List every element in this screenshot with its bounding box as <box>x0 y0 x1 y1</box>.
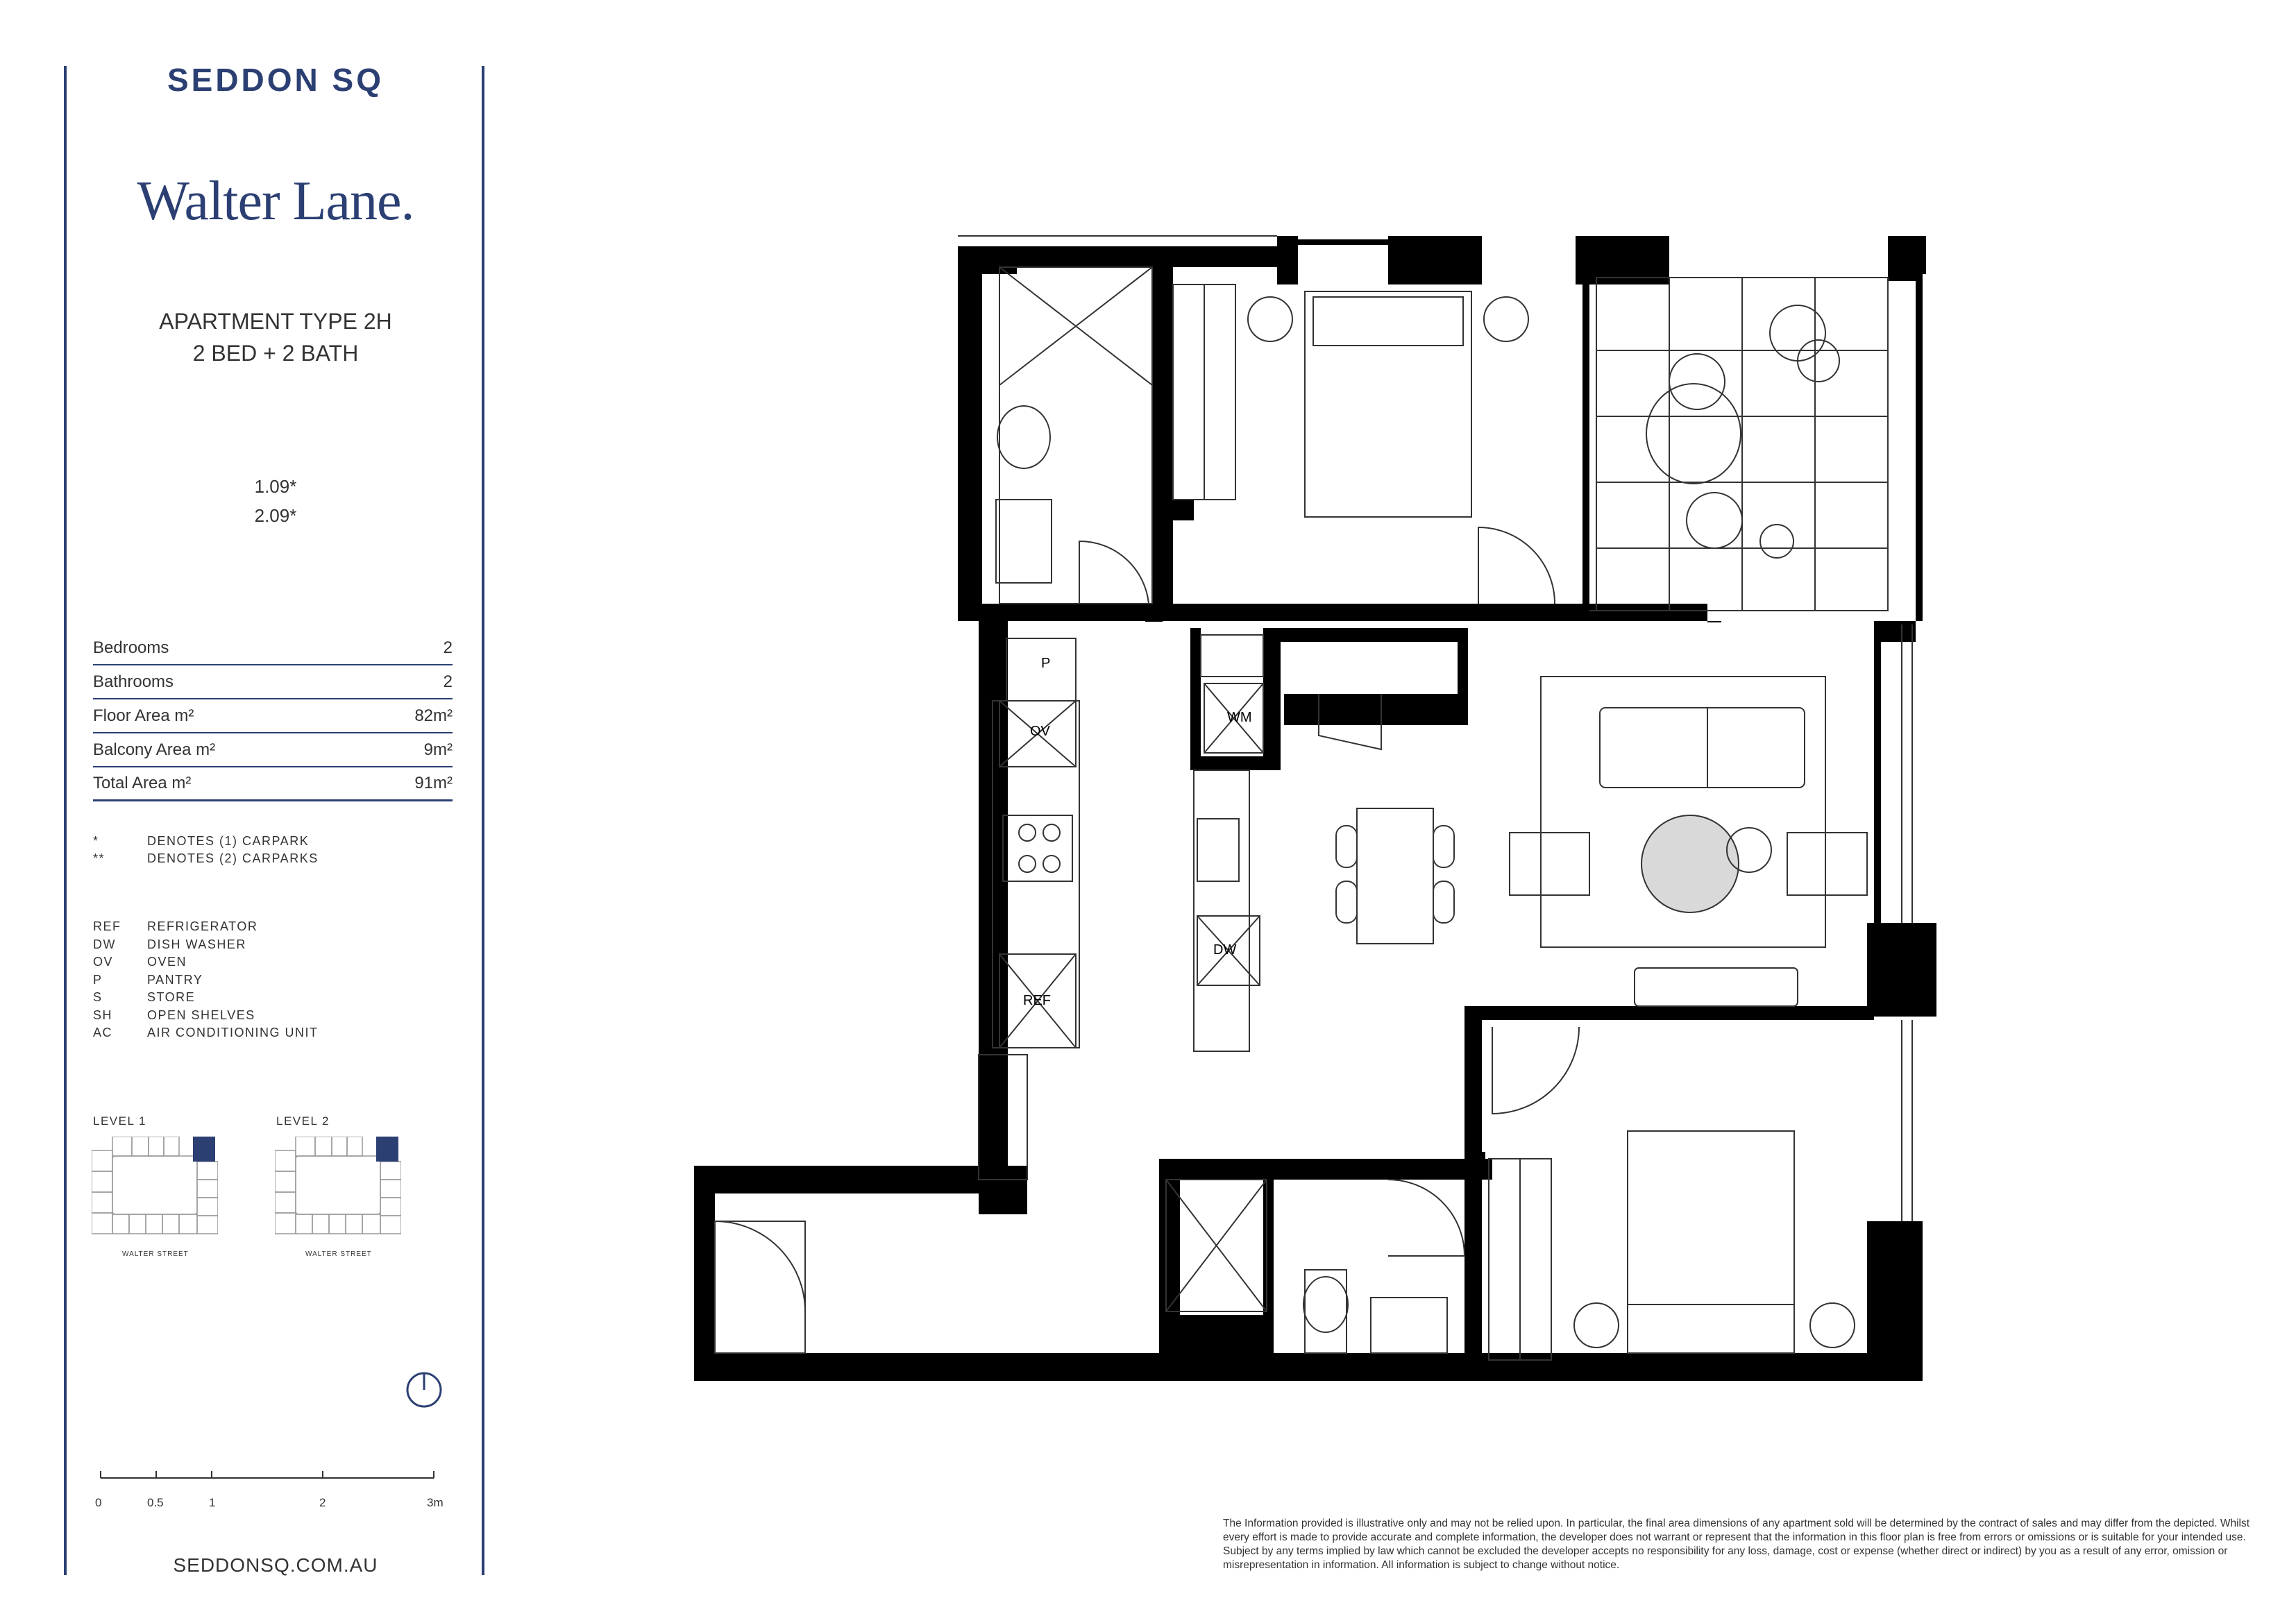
legend-row <box>93 1024 319 1042</box>
stat-value: 2 <box>443 638 453 657</box>
legend-key: OV <box>93 955 114 969</box>
note-row <box>93 833 319 850</box>
legend-text: AIR CONDITIONING UNIT <box>147 1026 319 1039</box>
note-key: * <box>93 834 99 848</box>
scale-label: 2 <box>319 1496 326 1509</box>
keyplan-level-2-street: WALTER STREET <box>305 1250 372 1258</box>
apartment-type: APARTMENT TYPE 2H <box>159 309 392 334</box>
keyplan-level-2-label: LEVEL 2 <box>276 1114 330 1128</box>
north-arrow-icon <box>405 1371 443 1409</box>
stat-label: Balcony Area m² <box>93 740 216 759</box>
disclaimer-text: The Information provided is illustrative only and may not be relied upon. In particular, the final area dimensions of any apartment sold will be determined by the contract of sales and may differ from the depicted. Whilst every effort is made to provide accurate and complete information, the developer does not warrant or represent that the information in this floor plan is free from errors or omissions or is suitable for your intended use. Subject by any terms implied by law which cannot be excluded the developer accepts no responsibility for any loss, damage, cost or expense (whether direct or indirect) by you as a result of any error, omission or misrepresentation in information. All information is subject to change without notice. <box>1223 1518 2250 1571</box>
stat-row-total <box>93 767 453 801</box>
scale-label: 1 <box>209 1496 216 1509</box>
stat-label: Bathrooms <box>93 672 174 691</box>
legend-row <box>93 936 319 954</box>
dishwasher-label: DW <box>1213 942 1237 958</box>
legend-key: DW <box>93 937 116 951</box>
legend-key: SH <box>93 1008 113 1022</box>
apartment-info <box>65 305 486 369</box>
legend-key: P <box>93 972 103 987</box>
keyplan-level-1-street: WALTER STREET <box>122 1250 189 1258</box>
keyplan-level-1 <box>92 1137 218 1241</box>
stat-value: 82m² <box>414 706 453 725</box>
stat-value: 9m² <box>423 740 453 759</box>
stats-table <box>93 631 453 801</box>
legend-text: STORE <box>147 990 196 1004</box>
legend-key: REF <box>93 919 121 933</box>
sidebar-right-rule <box>482 66 484 1575</box>
unit-number: 2.09* <box>254 505 297 526</box>
oven-label: OV <box>1030 724 1050 739</box>
legend-row <box>93 971 319 989</box>
unit-list <box>65 472 486 530</box>
keyplan-level-2 <box>275 1137 401 1241</box>
website-url: SEDDONSQ.COM.AU <box>173 1554 378 1576</box>
stat-row <box>93 699 453 733</box>
apartment-config: 2 BED + 2 BATH <box>192 341 359 366</box>
plan-walls <box>694 236 1936 1381</box>
pantry-label: P <box>1041 656 1051 671</box>
brand-logo: SEDDON SQ <box>167 62 385 98</box>
washer-label: WM <box>1227 710 1252 725</box>
sidebar-left-rule <box>64 66 67 1575</box>
note-text: DENOTES (2) CARPARKS <box>147 851 319 865</box>
scale-label: 3m <box>427 1496 444 1509</box>
keyplan-level-1-label: LEVEL 1 <box>93 1114 146 1128</box>
stat-value: 2 <box>443 672 453 691</box>
unit-number: 1.09* <box>254 476 297 497</box>
carpark-notes <box>93 833 319 867</box>
note-row <box>93 850 319 867</box>
scale-label: 0.5 <box>147 1496 164 1509</box>
stat-label: Bedrooms <box>93 638 169 657</box>
stat-label: Floor Area m² <box>93 706 194 725</box>
legend-text: OVEN <box>147 955 187 969</box>
stat-label: Total Area m² <box>93 774 192 792</box>
plan-labels <box>996 656 1252 1122</box>
legend-key: S <box>93 990 103 1004</box>
note-key: ** <box>93 851 105 865</box>
legend-key: AC <box>93 1026 113 1039</box>
stat-row <box>93 665 453 699</box>
stat-row <box>93 631 453 665</box>
stat-row <box>93 733 453 767</box>
stat-value: 91m² <box>414 774 453 792</box>
legend-text: PANTRY <box>147 972 203 987</box>
abbreviation-legend <box>93 918 319 1042</box>
legend-text: OPEN SHELVES <box>147 1008 255 1022</box>
legend-text: DISH WASHER <box>147 937 246 951</box>
floor-plan <box>694 229 1943 1395</box>
fridge-label: REF <box>1023 993 1051 1008</box>
scale-label: 0 <box>95 1496 102 1509</box>
project-title: Walter Lane. <box>137 171 414 232</box>
legend-row <box>93 1007 319 1025</box>
store-label: S <box>996 1107 1006 1122</box>
scale-bar <box>97 1468 437 1485</box>
legend-text: REFRIGERATOR <box>147 919 258 933</box>
legend-row <box>93 953 319 971</box>
note-text: DENOTES (1) CARPARK <box>147 834 310 848</box>
legend-row <box>93 989 319 1007</box>
legend-row <box>93 918 319 936</box>
